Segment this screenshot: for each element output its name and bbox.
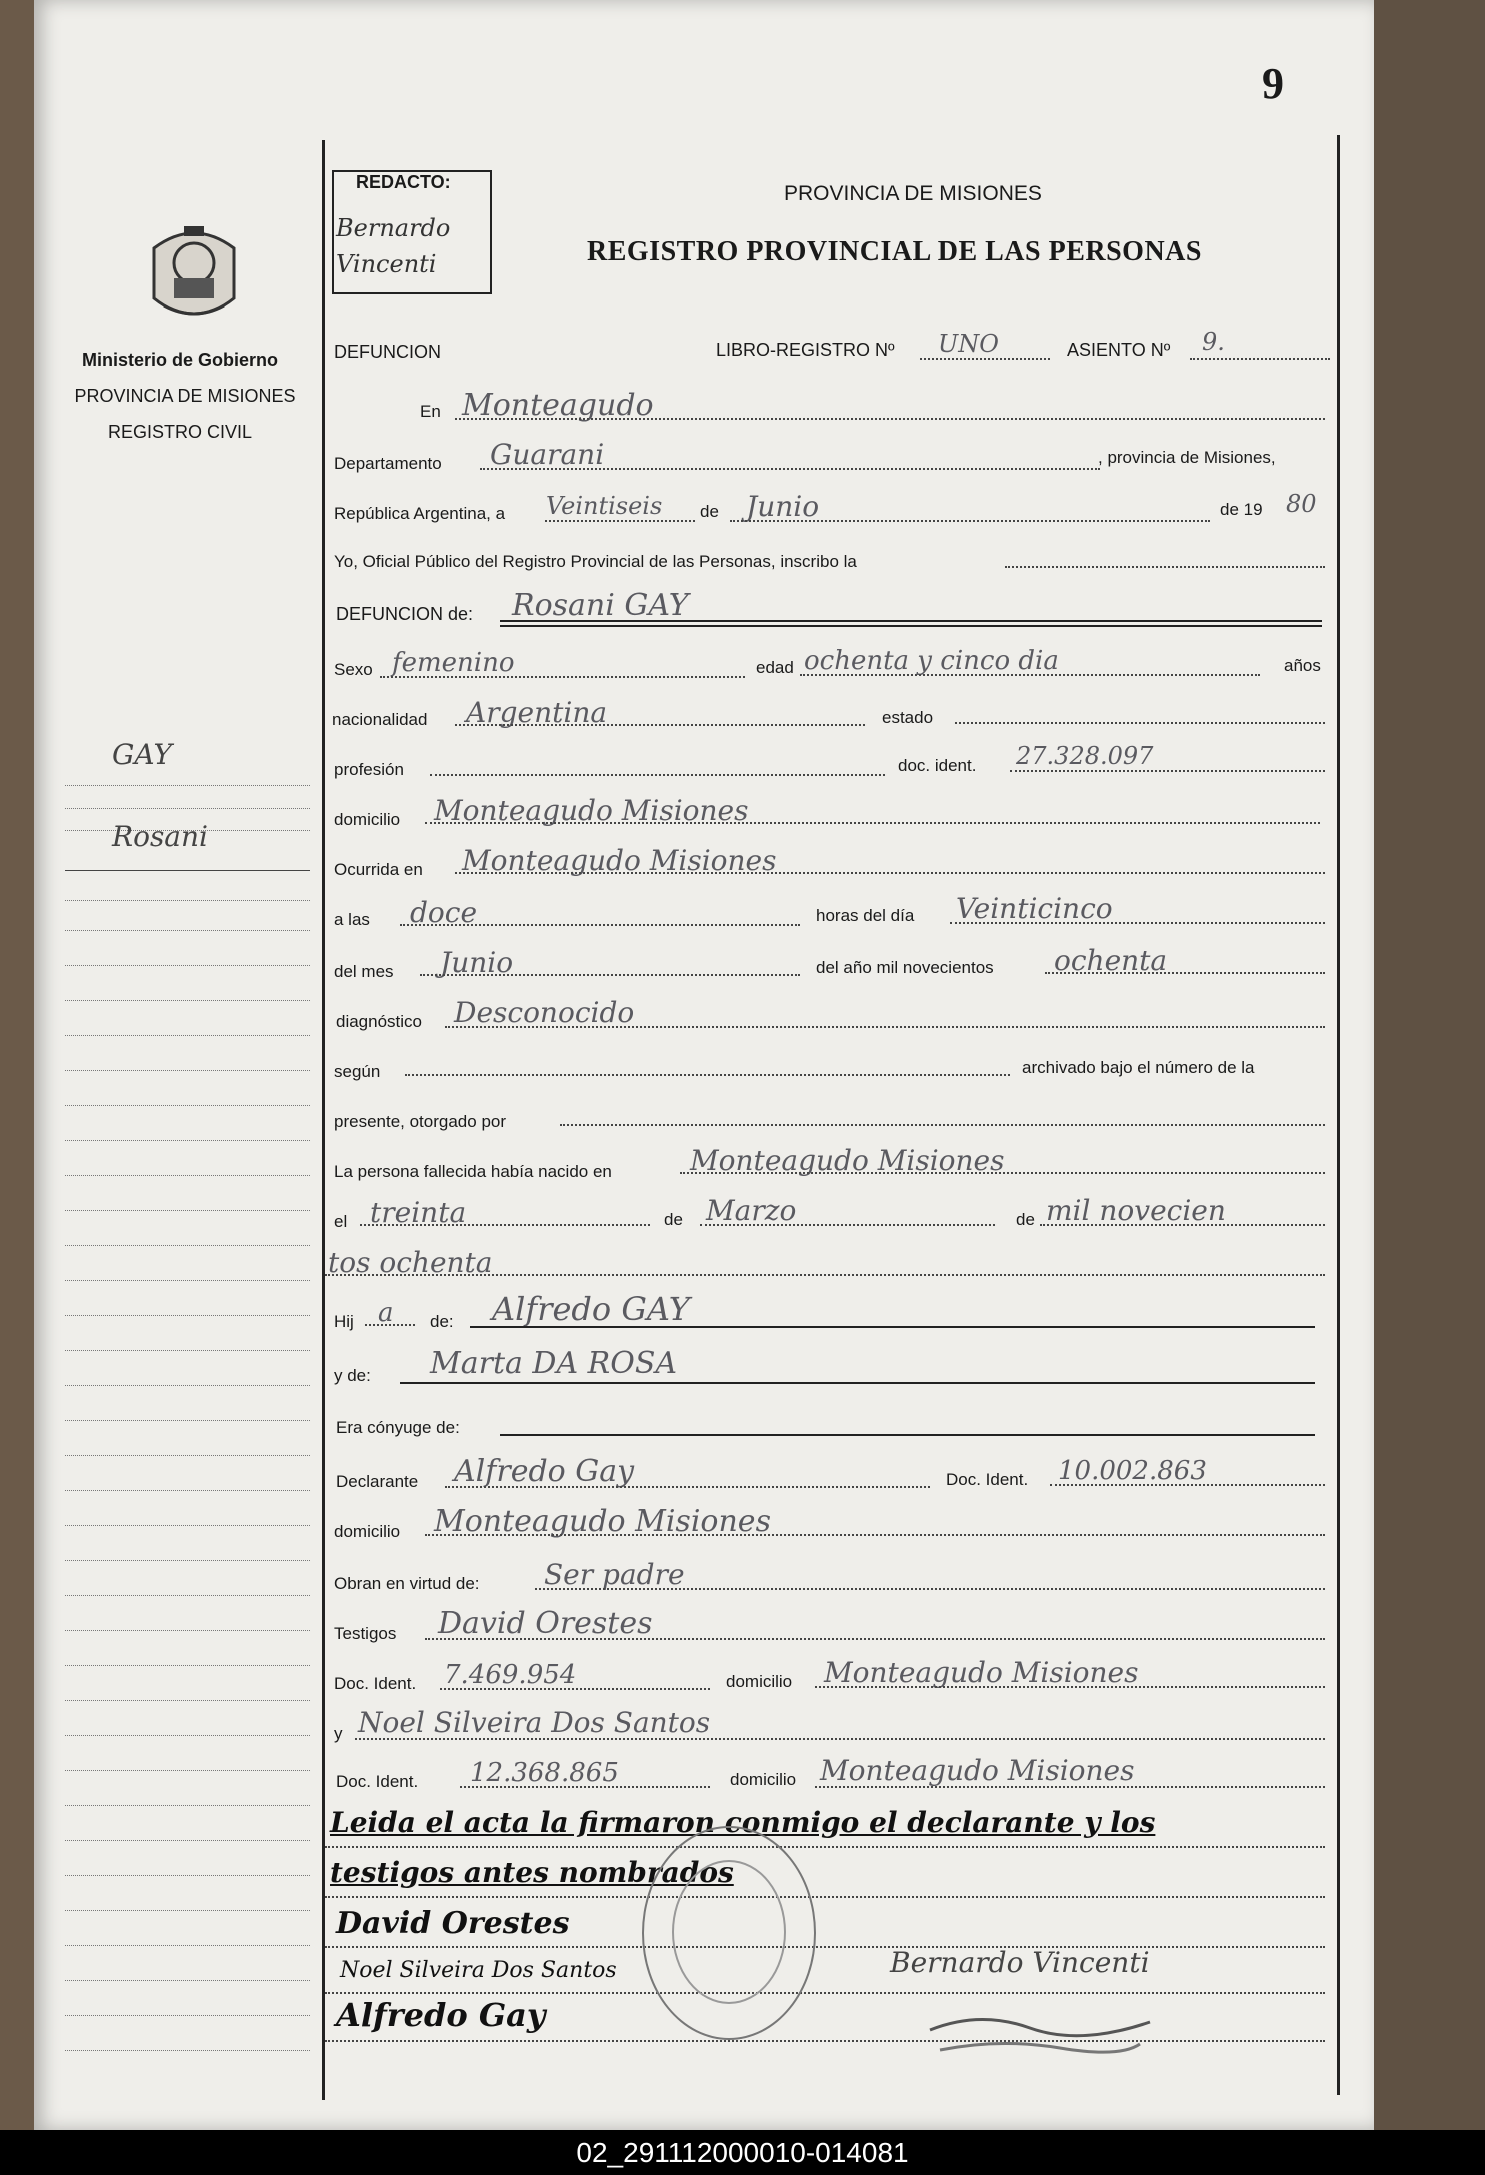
t2-dom-label: domicilio — [730, 1770, 797, 1789]
profesion-label: profesión — [334, 760, 404, 779]
asiento-label: ASIENTO Nº — [1067, 340, 1171, 360]
de19-label: de 19 — [1220, 500, 1263, 519]
cont-value: tos ochenta — [328, 1246, 493, 1279]
margin-surname: GAY — [112, 738, 172, 771]
signature-declarant: Alfredo Gay — [336, 1996, 546, 2034]
edad-label: edad — [756, 658, 794, 677]
republica-label: República Argentina, a — [334, 504, 506, 523]
de3-value: mil novecien — [1046, 1194, 1226, 1227]
provincia-suffix: , provincia de Misiones, — [1098, 448, 1276, 467]
libro-value: UNO — [938, 330, 999, 358]
el-value: treinta — [370, 1196, 467, 1229]
presente-label: presente, otorgado por — [334, 1112, 507, 1131]
ocurrida-value: Monteagudo Misiones — [462, 844, 777, 877]
sexo-value: femenino — [392, 648, 515, 678]
anio-value: 80 — [1286, 490, 1317, 518]
nacionalidad-value: Argentina — [466, 696, 608, 729]
hij-de-label: de: — [430, 1312, 454, 1331]
t1-doc-value: 7.469.954 — [444, 1660, 577, 1690]
anos-label: años — [1284, 656, 1321, 675]
domicilio-label: domicilio — [334, 810, 401, 829]
province-title: PROVINCIA DE MISIONES — [784, 182, 1042, 205]
conyuge-label: Era cónyuge de: — [336, 1418, 460, 1437]
edad-value: ochenta y cinco dia — [804, 646, 1059, 676]
declarante-label: Declarante — [336, 1472, 419, 1491]
domicilio-value: Monteagudo Misiones — [434, 794, 749, 827]
delanio-value: ochenta — [1054, 944, 1168, 977]
de2-value: Marzo — [706, 1194, 797, 1227]
decl-dom-label: domicilio — [334, 1522, 401, 1541]
diagnostico-label: diagnóstico — [336, 1012, 423, 1031]
declarante-value: Alfredo Gay — [454, 1454, 635, 1489]
mes-value: Junio — [746, 490, 820, 523]
book-binding — [0, 0, 34, 2130]
ocurrida-label: Ocurrida en — [334, 860, 423, 879]
ministry-line1: Ministerio de Gobierno — [81, 350, 278, 370]
estado-label: estado — [882, 708, 934, 727]
redacto-label: REDACTO: — [356, 172, 451, 192]
yde-label: y de: — [334, 1366, 371, 1385]
alas-label: a las — [334, 910, 370, 929]
book-edge — [1374, 0, 1485, 2130]
horas-value: Veinticinco — [956, 892, 1113, 925]
segun-label: según — [334, 1062, 381, 1081]
doc-value: 27.328.097 — [1016, 742, 1154, 770]
hij-value: a — [378, 1298, 394, 1328]
hij-label: Hij — [334, 1312, 354, 1331]
libro-label: LIBRO-REGISTRO Nº — [716, 340, 895, 360]
official-signature: Bernardo Vincenti — [890, 1946, 1150, 1979]
redacto-signature: Bernardo Vincenti — [336, 214, 451, 278]
decl-dom-value: Monteagudo Misiones — [434, 1504, 771, 1539]
departamento-label: Departamento — [334, 454, 442, 473]
defuncion-label: DEFUNCION — [334, 342, 441, 362]
obran-label: Obran en virtud de: — [334, 1574, 480, 1593]
margin-given-name: Rosani — [112, 820, 208, 853]
de3-label: de — [1016, 1210, 1035, 1229]
delmes-label: del mes — [334, 962, 394, 981]
delmes-value: Junio — [440, 946, 514, 979]
decl-doc-label: Doc. Ident. — [946, 1470, 1029, 1489]
closing-line2: testigos antes nombrados — [330, 1856, 734, 1889]
testigo1-value: David Orestes — [438, 1606, 653, 1641]
t1-doc-label: Doc. Ident. — [334, 1674, 417, 1693]
ministry-line3: REGISTRO CIVIL — [107, 422, 253, 442]
signature-witness2: Noel Silveira Dos Santos — [340, 1958, 617, 1983]
page-number: 9 — [1262, 59, 1284, 108]
footer-id: 02_291112000010-014081 — [0, 2130, 1485, 2175]
right-frame-line — [1337, 135, 1340, 2095]
registry-title: REGISTRO PROVINCIAL DE LAS PERSONAS — [587, 236, 1202, 267]
decl-doc-value: 10.002.863 — [1058, 1456, 1207, 1486]
nacido-value: Monteagudo Misiones — [690, 1144, 1005, 1177]
doc-label: doc. ident. — [898, 756, 977, 775]
diagnostico-value: Desconocido — [454, 996, 635, 1029]
madre-value: Marta DA ROSA — [430, 1346, 678, 1381]
en-label: En — [420, 402, 441, 421]
departamento-value: Guarani — [490, 438, 605, 471]
y-label: y — [334, 1724, 343, 1743]
asiento-value: 9. — [1202, 328, 1225, 356]
official-seal-inner — [672, 1860, 786, 2004]
coat-of-arms-icon — [134, 218, 254, 330]
ministry-line2: PROVINCIA DE MISIONES — [74, 386, 296, 406]
stamp-scribble-icon — [920, 2000, 1160, 2060]
horas-label: horas del día — [816, 906, 915, 925]
closing-line1: Leida el acta la firmaron conmigo el declarante y los — [330, 1806, 1156, 1839]
alas-value: doce — [410, 896, 478, 929]
de-label: de — [700, 502, 719, 521]
defuncion-de-label: DEFUNCION de: — [336, 604, 474, 624]
sexo-label: Sexo — [334, 660, 373, 679]
nacionalidad-label: nacionalidad — [332, 710, 428, 729]
testigos-label: Testigos — [334, 1624, 397, 1643]
t2-doc-value: 12.368.865 — [470, 1758, 619, 1788]
en-value: Monteagudo — [462, 388, 654, 423]
padre-value: Alfredo GAY — [492, 1290, 690, 1328]
yo-text: Yo, Oficial Público del Registro Provincial de las Personas, inscribo la — [334, 552, 857, 571]
left-frame-line — [322, 140, 325, 2100]
archivado-label: archivado bajo el número de la — [1022, 1058, 1255, 1077]
el-label: el — [334, 1212, 348, 1231]
t1-dom-value: Monteagudo Misiones — [824, 1656, 1139, 1689]
obran-value: Ser padre — [544, 1558, 685, 1591]
t2-doc-label: Doc. Ident. — [336, 1772, 419, 1791]
t1-dom-label: domicilio — [726, 1672, 793, 1691]
t2-dom-value: Monteagudo Misiones — [820, 1754, 1135, 1787]
defuncion-de-value: Rosani GAY — [512, 588, 689, 623]
delanio-label: del año mil novecientos — [816, 958, 994, 977]
nacido-label: La persona fallecida había nacido en — [334, 1162, 612, 1181]
testigo2-value: Noel Silveira Dos Santos — [358, 1706, 711, 1739]
dia-value: Veintiseis — [546, 492, 663, 520]
signature-witness1: David Orestes — [336, 1906, 570, 1941]
de2-label: de — [664, 1210, 683, 1229]
